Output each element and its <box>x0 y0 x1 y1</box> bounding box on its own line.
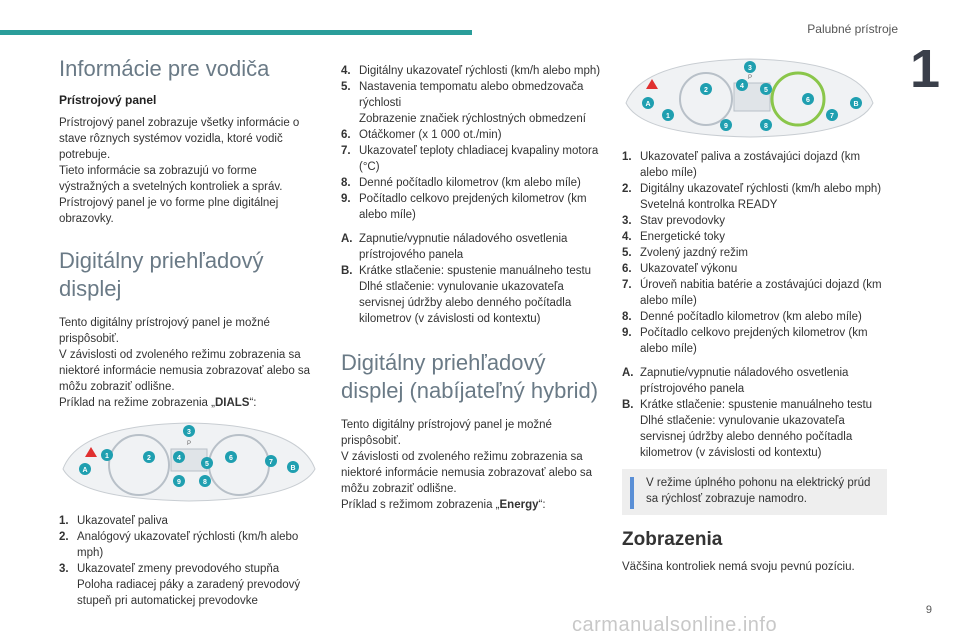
list-item: 9. Počítadlo celkovo prejdených kilometrov (km alebo míle) <box>341 193 587 221</box>
dashboard-label-6: 6 <box>806 97 810 104</box>
dashboard-label-6: 6 <box>229 455 233 462</box>
heading-driver-info: Informácie pre vodiča <box>59 56 270 81</box>
paragraph: V závislosti od zvoleného režimu zobrazenia sa niektoré informácie nemusia zobrazovať alebo sa môžu zobraziť odlišne. <box>59 349 311 393</box>
legend-list-letters <box>622 365 887 461</box>
dashboard-label-1: 1 <box>105 453 109 460</box>
chapter-number: 1 <box>909 39 940 99</box>
dashboard-label-9: 9 <box>177 479 181 486</box>
dashboard-label-5: 5 <box>205 461 209 468</box>
list-item: B. Krátke stlačenie: spustenie manuálneho testu <box>622 399 873 411</box>
example-suffix: “: <box>538 499 546 511</box>
dashboard-label-4: 4 <box>177 455 181 462</box>
list-item: 2. Analógový ukazovateľ rýchlosti (km/h alebo mph) <box>59 531 299 559</box>
list-item: B. Krátke stlačenie: spustenie manuálneho testu <box>341 265 592 277</box>
paragraph: Tento digitálny prístrojový panel je možné prispôsobiť. <box>341 419 552 447</box>
dashboard-label-5: 5 <box>764 87 768 94</box>
subheading-instrument-panel: Prístrojový panel <box>59 93 157 107</box>
dashboard-label-7: 7 <box>830 113 834 120</box>
list-item: 7. Úroveň nabitia batérie a zostávajúci dojazd (km alebo míle) <box>622 279 882 307</box>
list-item: 5. Zvolený jazdný režim <box>622 247 749 259</box>
list-item: 2. Digitálny ukazovateľ rýchlosti (km/h alebo mph) <box>622 183 882 195</box>
paragraph: V závislosti od zvoleného režimu zobrazenia sa niektoré informácie nemusia zobrazovať alebo sa môžu zobraziť odlišne. <box>341 451 593 495</box>
legend-list-dials <box>59 513 319 609</box>
paragraph: Väčšina kontroliek nemá svoju pevnú pozíciu. <box>622 561 855 573</box>
info-note-text: V režime úplného pohonu na elektrický prúd sa rýchlosť zobrazuje namodro. <box>646 477 871 505</box>
dashboard-label-4: 4 <box>740 83 744 90</box>
list-item: 3. Ukazovateľ zmeny prevodového stupňa <box>59 563 280 575</box>
dashboard-label-9: 9 <box>724 123 728 130</box>
p-gear-mark: P <box>186 441 192 447</box>
list-item: A. Zapnutie/vypnutie náladového osvetlenia prístrojového panela <box>622 367 849 395</box>
info-icon <box>630 477 634 509</box>
list-item: 7. Ukazovateľ teploty chladiacej kvapaliny motora (°C) <box>341 145 599 173</box>
example-suffix: “: <box>249 397 257 409</box>
dashboard-label-8: 8 <box>764 123 768 130</box>
list-item: Svetelná kontrolka READY <box>640 199 778 211</box>
list-item: 6. Otáčkomer (x 1 000 ot./min) <box>341 129 502 141</box>
example-prefix: Príklad s režimom zobrazenia „ <box>341 499 500 511</box>
paragraph: Tieto informácie sa zobrazujú vo forme výstražných a svetelných kontroliek a správ. <box>59 165 283 193</box>
list-item: 9. Počítadlo celkovo prejdených kilometrov (km alebo míle) <box>622 327 868 355</box>
dashboard-label-1: 1 <box>666 113 670 120</box>
column-2 <box>341 63 606 513</box>
list-item: 4. Digitálny ukazovateľ rýchlosti (km/h alebo mph) <box>341 65 601 77</box>
legend-list-letters <box>341 231 606 327</box>
energy-dashboard-illustration <box>622 55 887 141</box>
dashboard-label-2: 2 <box>704 87 708 94</box>
list-item: 8. Denné počítadlo kilometrov (km alebo míle) <box>341 177 581 189</box>
list-item: Poloha radiacej páky a zaradený prevodový stupeň pri automatickej prevodovke <box>77 579 301 607</box>
list-item: 6. Ukazovateľ výkonu <box>622 263 738 275</box>
list-item: Dlhé stlačenie: vynulovanie ukazovateľa servisnej údržby alebo denného počítadla kilometrov (v závislosti od kontextu) <box>640 415 853 459</box>
dashboard-label-b: B <box>853 101 859 108</box>
paragraph: Prístrojový panel zobrazuje všetky informácie o stave rôznych systémov vozidla, ktoré vodič potrebuje. <box>59 117 300 161</box>
header-accent-bar <box>0 30 472 35</box>
mode-name: Energy <box>499 499 539 511</box>
paragraph-example <box>59 395 319 411</box>
list-item: Zobrazenie značiek rýchlostných obmedzení <box>359 113 586 125</box>
p-gear-mark: P <box>747 75 753 81</box>
info-note <box>622 469 887 515</box>
dashboard-label-3: 3 <box>187 429 191 436</box>
dashboard-label-7: 7 <box>269 459 273 466</box>
watermark: carmanualsonline.info <box>572 614 778 636</box>
list-item: 8. Denné počítadlo kilometrov (km alebo míle) <box>622 311 862 323</box>
list-item: 3. Stav prevodovky <box>622 215 726 227</box>
dashboard-label-2: 2 <box>147 455 151 462</box>
legend-list-dials-continued <box>341 63 606 223</box>
list-item: 1. Ukazovateľ paliva a zostávajúci dojazd (km alebo míle) <box>622 151 861 179</box>
dials-dashboard-illustration <box>59 419 319 505</box>
page-number: 9 <box>925 604 932 616</box>
dashboard-label-b: B <box>290 465 296 472</box>
list-item: 1. Ukazovateľ paliva <box>59 515 168 527</box>
paragraph: Tento digitálny prístrojový panel je možné prispôsobiť. <box>59 317 270 345</box>
heading-digital-display: Digitálny priehľadový displej <box>59 248 264 301</box>
section-title: Palubné prístroje <box>807 22 898 36</box>
column-1 <box>59 55 319 609</box>
list-item: 4. Energetické toky <box>622 231 726 243</box>
list-item: 5. Nastavenia tempomatu alebo obmedzovača rýchlosti <box>341 81 584 109</box>
mode-name: DIALS <box>214 397 250 409</box>
dashboard-label-a: A <box>645 101 651 108</box>
list-item: A. Zapnutie/vypnutie náladového osvetlenia prístrojového panela <box>341 233 568 261</box>
legend-list-energy <box>622 149 887 357</box>
paragraph-example <box>341 497 606 513</box>
example-prefix: Príklad na režime zobrazenia „ <box>59 397 215 409</box>
dashboard-label-a: A <box>82 467 88 474</box>
dashboard-label-3: 3 <box>748 65 752 72</box>
dashboard-label-8: 8 <box>203 479 207 486</box>
heading-hybrid-display: Digitálny priehľadový displej (nabíjateľný hybrid) <box>341 350 599 403</box>
heading-displays: Zobrazenia <box>622 529 723 550</box>
column-3 <box>622 55 887 575</box>
paragraph: Prístrojový panel je vo forme plne digitálnej obrazovky. <box>59 197 279 225</box>
list-item: Dlhé stlačenie: vynulovanie ukazovateľa servisnej údržby alebo denného počítadla kilometrov (v závislosti od kontextu) <box>359 281 572 325</box>
